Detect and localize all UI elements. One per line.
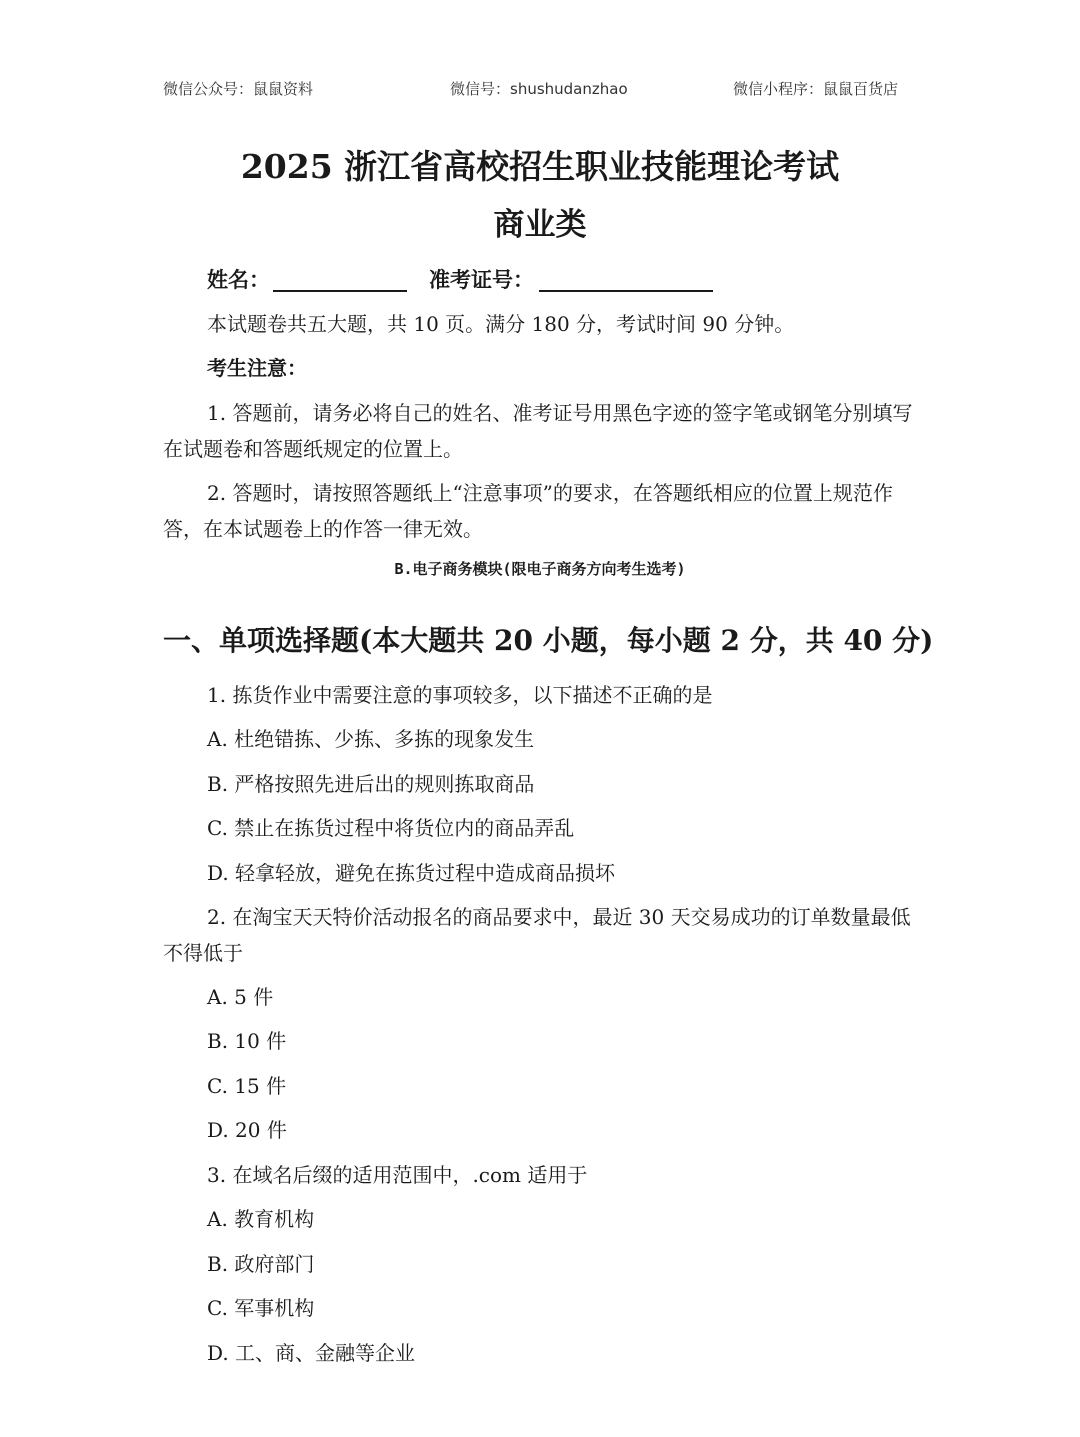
candidate-fields (207, 262, 907, 298)
question-option: B. 严格按照先进后出的规则拣取商品 (207, 772, 535, 796)
section-heading: 一、单项选择题(本大题共 20 小题，每小题 2 分，共 40 分) (163, 624, 934, 657)
header-mini-program: 微信小程序：鼠鼠百货店 (733, 80, 899, 98)
question-option: D. 20 件 (207, 1118, 287, 1142)
notice-title: 考生注意： (207, 356, 307, 380)
question-option: C. 军事机构 (207, 1296, 315, 1320)
notice-item: 2. 答题时，请按照答题纸上“注意事项”的要求，在答题纸相应的位置上规范作答，在本试题卷上的作答一律无效。 (163, 481, 893, 541)
question-option: A. 杜绝错拣、少拣、多拣的现象发生 (207, 727, 535, 751)
question-option: A. 5 件 (207, 985, 274, 1009)
exam-intro: 本试题卷共五大题，共 10 页。满分 180 分，考试时间 90 分钟。 (207, 312, 795, 336)
page-header (0, 78, 1080, 102)
question-option: D. 轻拿轻放，避免在拣货过程中造成商品损坏 (207, 861, 616, 885)
question-option: B. 10 件 (207, 1029, 287, 1053)
header-wechat-account: 微信公众号：鼠鼠资料 (163, 80, 314, 98)
exam-id-blank (539, 290, 713, 292)
question-option: C. 15 件 (207, 1074, 287, 1098)
exam-title: 2025 浙江省高校招生职业技能理论考试 (240, 147, 840, 186)
exam-subtitle: 商业类 (493, 207, 587, 243)
header-wechat-id: 微信号：shushudanzhao (450, 80, 628, 98)
name-label: 姓名： (207, 267, 270, 292)
exam-id-label: 准考证号： (429, 267, 534, 292)
question-option: B. 政府部门 (207, 1252, 315, 1276)
question-option: C. 禁止在拣货过程中将货位内的商品弄乱 (207, 816, 575, 840)
question-stem: 3. 在域名后缀的适用范围中，.com 适用于 (207, 1163, 588, 1187)
question-stem: 2. 在淘宝天天特价活动报名的商品要求中，最近 30 天交易成功的订单数量最低不得低于 (163, 905, 911, 965)
question-option: D. 工、商、金融等企业 (207, 1341, 416, 1365)
question-option: A. 教育机构 (207, 1207, 315, 1231)
name-blank (273, 290, 407, 292)
question-stem: 1. 拣货作业中需要注意的事项较多，以下描述不正确的是 (207, 683, 713, 707)
module-title: B.电子商务模块(限电子商务方向考生选考) (394, 560, 686, 578)
notice-item: 1. 答题前，请务必将自己的姓名、准考证号用黑色字迹的签字笔或钢笔分别填写在试题卷和答题纸规定的位置上。 (163, 401, 913, 461)
